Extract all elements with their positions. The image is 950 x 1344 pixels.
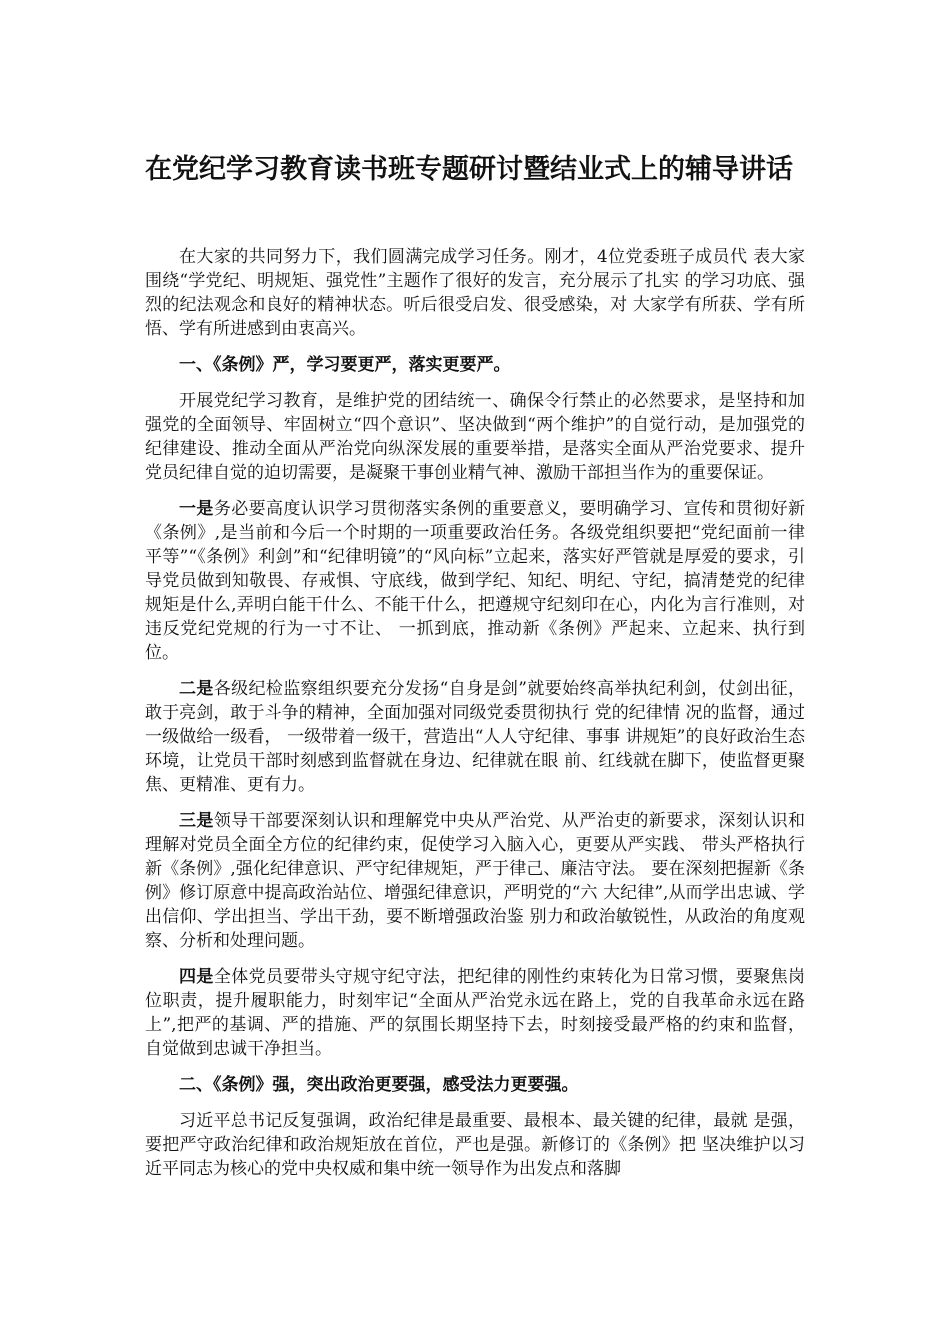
section-1-paragraph-2 — [145, 497, 805, 665]
point-2-text: 各级纪检监察组织要充分发扬“自身是剑”就要始终高举执纪利剑，仗剑出征，敢于亮剑，敢于斗争的精神，全面加强对同级党委贯彻执行 党的纪律情 况的监督，通过一级做给一级看， 一级带着一级干，营造出“人人守纪律、事事 讲规矩”的良好政治生态环境，让党员干部时刻感到监督就在身边、纪律就在眼 前、红线就在脚下，使监督更聚焦、更精准、更有力。 — [145, 679, 805, 795]
section-1-heading: 一、《条例》严，学习要更严，落实更要严。 — [179, 355, 511, 375]
section-1-paragraph-3 — [145, 677, 805, 797]
intro-paragraph: 在大家的共同努力下，我们圆满完成学习任务。刚才，4位党委班子成员代 表大家围绕“学党纪、明规矩、强党性”主题作了很好的发言，充分展示了扎实 的学习功底、强烈的纪法观念和良好的精神状态。听后很受启发、很受感染，对 大家学有所获、学有所悟、学有所进感到由衷高兴。 — [145, 247, 805, 339]
section-2-heading: 二、《条例》强，突出政治更要强，感受法力更要强。 — [179, 1075, 579, 1095]
page-title: 在党纪学习教育读书班专题研讨暨结业式上的辅导讲话 — [145, 154, 793, 185]
point-4-lead: 四是 — [179, 967, 214, 987]
point-3-text: 领导干部要深刻认识和理解党中央从严治党、从严治吏的新要求，深刻认识和理解对党员全面全方位的纪律约束，促使学习入脑入心，更要从严实践、 带头严格执行新《条例》,强化纪律意识、严守纪律规矩，严于律己、廉洁守法。 要在深刻把握新《条例》修订原意中提高政治站位、增强纪律意识，严明党的“六 大纪律”,从而学出忠诚、学出信仰、学出担当、学出干劲，要不断增强政治鉴 别力和政治敏锐性，从政治的角度观察、分析和处理问题。 — [145, 811, 806, 951]
section-2-paragraph-1: 习近平总书记反复强调，政治纪律是最重要、最根本、最关键的纪律，最就 是强，要把严守政治纪律和政治规矩放在首位，严也是强。新修订的《条例》把 坚决维护以习近平同志为核心的党中央权威和集中统一领导作为出发点和落脚 — [145, 1111, 805, 1179]
section-1-paragraph-5 — [145, 965, 805, 1061]
point-4-text: 全体党员要带头守规守纪守法，把纪律的刚性约束转化为日常习惯，要聚焦岗位职责，提升履职能力，时刻牢记“全面从严治党永远在路上，党的自我革命永远在路上”,把严的基调、严的措施、严的氛围长期坚持下去，时刻接受最严格的约束和监督， 自觉做到忠诚干净担当。 — [145, 967, 806, 1059]
point-1-lead: 一是 — [179, 499, 214, 519]
point-3-lead: 三是 — [179, 811, 214, 831]
document-body — [145, 245, 805, 1193]
point-2-lead: 二是 — [179, 679, 214, 699]
section-1-paragraph-4 — [145, 809, 805, 953]
section-1-paragraph-1: 开展党纪学习教育，是维护党的团结统一、确保令行禁止的必然要求，是坚持和加强党的全面领导、牢固树立“四个意识”、坚决做到“两个维护”的自觉行动，是加强党的纪律建设、推动全面从严治党向纵深发展的重要举措，是落实全面从严治党要求、提升党员纪律自觉的迫切需要，是凝聚干事创业精气神、激励干部担当作为的重要保证。 — [145, 391, 805, 483]
point-1-text: 务必要高度认识学习贯彻落实条例的重要意义，要明确学习、宣传和贯彻好新《条例》,是当前和今后一个时期的一项重要政治任务。各级党组织要把“党纪面前一律平等”“《条例》利剑”和“纪律明镜”的“风向标”立起来，落实好严管就是厚爱的要求，引导党员做到知敬畏、存戒惧、守底线，做到学纪、知纪、明纪、守纪，搞清楚党的纪律规矩是什么,弄明白能干什么、不能干什么，把遵规守纪刻印在心，内化为言行准则，对违反党纪党规的行为一寸不让、 一抓到底，推动新《条例》严起来、立起来、执行到位。 — [145, 499, 806, 663]
